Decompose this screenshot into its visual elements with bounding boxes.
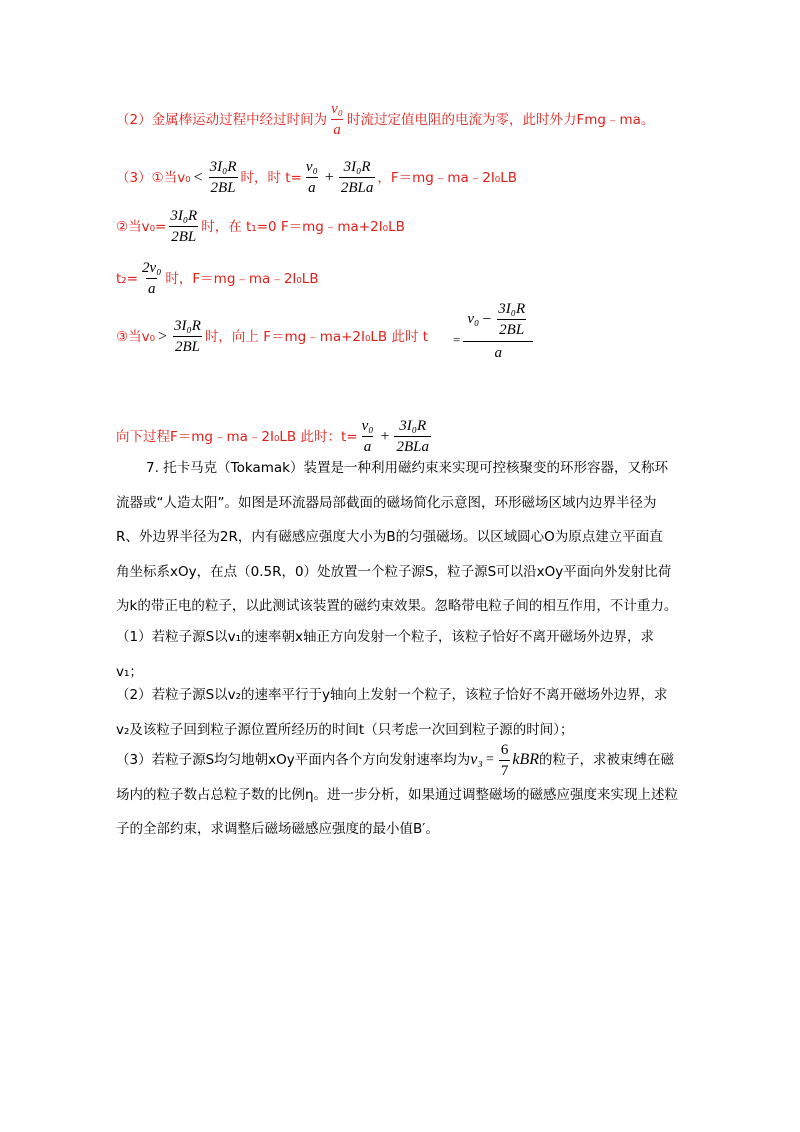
part2-prefix: （2）金属棒运动过程中经过时间为 xyxy=(116,111,328,128)
case3b-fraction-1: $\frac{\text{v₀}}{a}$ xyxy=(361,418,374,455)
problem-7 xyxy=(116,451,706,624)
case1-time-fraction-1: $\frac{\text{v₀}}{a}$ xyxy=(305,159,318,196)
problem-7-line-1: 7. 托卡马克（Tokamak）装置是一种利用磁约束来实现可控核聚变的环形容器，又称环 xyxy=(146,460,668,476)
case3b-fraction-2: $\frac{\text{3I₀R}}{\text{2BLa}}$ xyxy=(396,418,429,455)
question-1: （1）若粒子源S以v₁的速率朝x轴正方向发射一个粒子，该粒子恰好不离开磁场外边界，求 v₁； xyxy=(116,629,655,680)
answer-part3-case2: ②当v₀= $\frac{\text{3I₀R}}{2BL}$ 时，在 t₁=0 F＝mg﹣ma+2I₀LB xyxy=(116,208,405,245)
part2-suffix: 时流过定值电阻的电流为零，此时外力Fmg﹣ma。 xyxy=(346,111,655,128)
case2b-fraction: $\frac{\text{2v₀}}{a}$ xyxy=(142,260,162,297)
answer-part3-case3: ③当v₀ > $\frac{\text{3I₀R}}{2BL}$ 时，向上 F＝mg﹣ma+2I₀LB 此时 t xyxy=(116,318,429,355)
problem-7-line-4: 角坐标系xOy，在点（0.5R，0）处放置一个粒子源S，粒子源S可以沿xOy平面向外发射比荷 xyxy=(116,563,672,580)
case1-condition-fraction: $\frac{\text{3I₀R}}{2BL}$ xyxy=(209,159,237,196)
problem-7-line-3: R、外边界半径为2R，内有磁感应强度大小为B的匀强磁场。以区域圆心O为原点建立平面直 xyxy=(116,529,663,545)
answer-part2 xyxy=(116,100,654,139)
case3-time-compound-fraction: = v₀ − $\frac{\text{3I₀R}}{2BL}$ a xyxy=(450,300,533,364)
case3-condition-fraction: $\frac{\text{3I₀R}}{2BL}$ xyxy=(174,318,201,355)
problem-7-line-2: 流器或“人造太阳”。如图是环流器局部截面的磁场简化示意图，环形磁场区域内边界半径为 xyxy=(116,494,657,511)
question-3-line-1: （3）若粒子源S均匀地朝xOy平面内各个方向发射速率均为 v₃ = $\frac{6}{7}$ kBR 的粒子，求被束缚在磁 xyxy=(116,741,674,779)
case1-time-fraction-2: $\frac{\text{3I₀R}}{\text{2BLa}}$ xyxy=(340,159,374,196)
question-3: （3）若粒子源S均匀地朝xOy平面内各个方向发射速率均为 v₃ = $\frac{6}{7}$ kBR 的粒子，求被束缚在磁 场内的粒子数占总粒子数的比例η。进一步分析，如果通过调整磁场的磁感应强度来实现上述粒 子的全部约束，求调整后磁场磁感应强度的最小值B′。 xyxy=(116,743,706,847)
answer-part3-case1: （3）①当v₀ < $\frac{\text{3I₀R}}{2BL}$ 时，时 t= $\frac{\text{v₀}}{a}$ + $\frac{\text{3I₀R}}{\text{2BLa}}$ ，F＝mg﹣ma﹣2I₀LB xyxy=(116,159,518,196)
part2-fraction: $\frac{\text{v₀}}{a}$ xyxy=(331,101,343,138)
problem-7-line-5: 为k的带正电的粒子，以此测试该装置的磁约束效果。忽略带电粒子间的相互作用，不计重力。 xyxy=(116,598,678,614)
answer-part3-case3b: 向下过程F＝mg﹣ma﹣2I₀LB 此时：t= $\frac{\text{v₀}}{a}$ + $\frac{\text{3I₀R}}{\text{2BLa}}$ xyxy=(116,418,429,455)
answer-part3-case2b: t₂= $\frac{\text{2v₀}}{a}$ 时，F＝mg﹣ma﹣2I₀LB xyxy=(116,260,319,297)
case2-condition-fraction: $\frac{\text{3I₀R}}{2BL}$ xyxy=(170,208,198,245)
q3-fraction: $\frac{6}{7}$ xyxy=(500,741,509,779)
question-2: （2）若粒子源S以v₂的速率平行于y轴向上发射一个粒子，该粒子恰好不离开磁场外边界，求 v₂及该粒子回到粒子源位置所经历的时间t（只考虑一次回到粒子源的时间）； xyxy=(116,687,668,738)
